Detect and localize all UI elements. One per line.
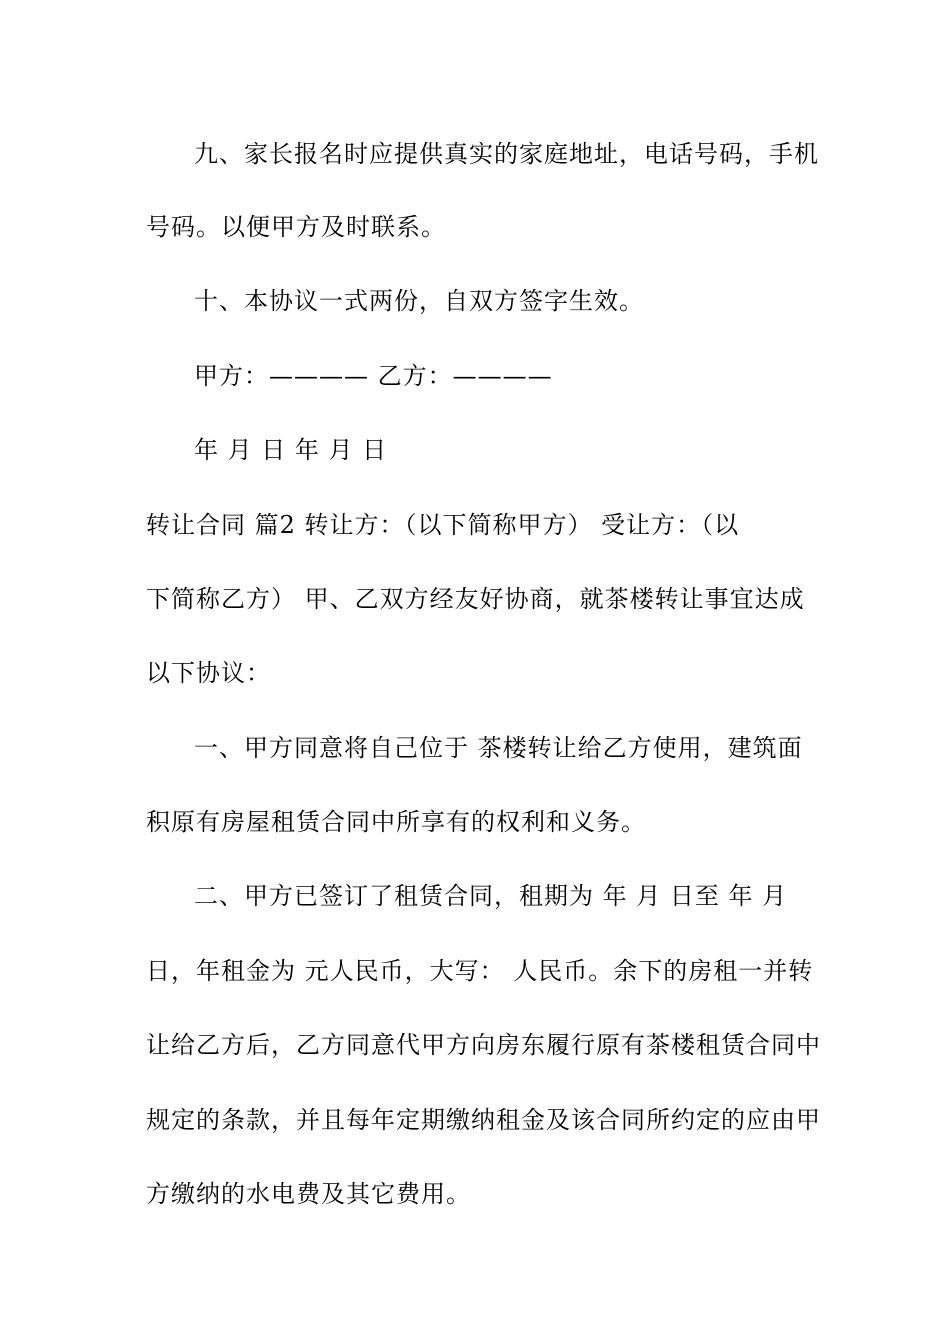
signature-line: 甲方：———— 乙方：———— (194, 362, 553, 390)
contract-2-heading-line-1: 转让合同 篇2 转让方：（以下简称甲方） 受让方：（以 (146, 511, 740, 539)
clause-2-line-4: 规定的条款，并且每年定期缴纳租金及该合同所约定的应由甲 (146, 1106, 821, 1134)
clause-2-line-1: 二、甲方已签订了租赁合同，租期为 年 月 日至 年 月 (194, 882, 788, 910)
clause-2-line-3: 让给乙方后，乙方同意代甲方向房东履行原有茶楼租赁合同中 (146, 1031, 821, 1059)
clause-9-line-2: 号码。以便甲方及时联系。 (146, 213, 446, 241)
clause-2-line-2: 日，年租金为 元人民币，大写： 人民币。余下的房租一并转 (146, 957, 814, 985)
clause-2-line-5: 方缴纳的水电费及其它费用。 (146, 1180, 471, 1208)
contract-2-heading-line-3: 以下协议： (146, 659, 271, 687)
date-line: 年 月 日 年 月 日 (194, 436, 388, 464)
contract-2-heading-line-2: 下简称乙方） 甲、乙双方经友好协商，就茶楼转让事宜达成 (146, 585, 805, 613)
clause-1-line-1: 一、甲方同意将自己位于 茶楼转让给乙方使用，建筑面 (194, 734, 803, 762)
clause-10: 十、本协议一式两份，自双方签字生效。 (194, 287, 644, 315)
clause-1-line-2: 积原有房屋租赁合同中所享有的权利和义务。 (146, 808, 646, 836)
clause-9-line-1: 九、家长报名时应提供真实的家庭地址，电话号码，手机 (194, 140, 819, 168)
